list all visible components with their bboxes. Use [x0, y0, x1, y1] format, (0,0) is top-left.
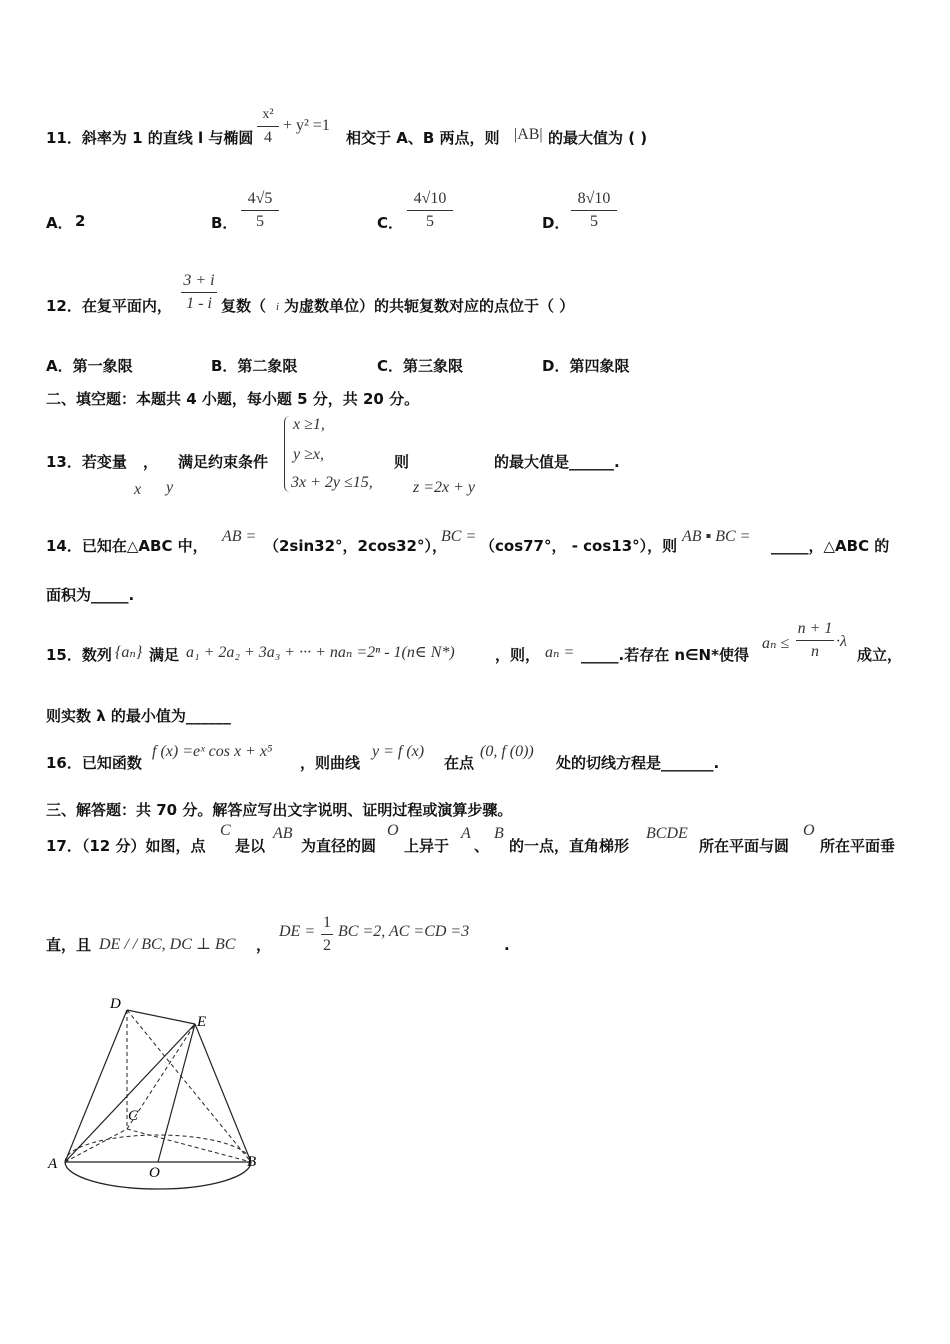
q15-an2: aₙ ≤ [762, 635, 790, 652]
q13-then: 则 [394, 453, 410, 471]
q15-fraction [796, 618, 834, 663]
q17-t5: 的一点，直角梯形 [509, 837, 630, 855]
label-d: D [110, 996, 121, 1012]
q13-mid: 满足约束条件 [178, 453, 269, 471]
q16-prefix: 16．已知函数 [46, 754, 142, 772]
q13-constraint-1: x ≥1, [293, 416, 325, 433]
q14-ab: AB = [222, 528, 257, 545]
q13-constraint-brace [284, 416, 291, 492]
q15-prefix: 15．数列 [46, 646, 112, 664]
label-o: O [149, 1165, 160, 1181]
q17-o: O [387, 822, 399, 839]
q17-t3: 上异于 [404, 837, 450, 855]
q11-option-d-label: D． [542, 214, 570, 232]
label-e: E [197, 1014, 207, 1030]
label-c: C [128, 1108, 139, 1124]
q16-at: 在点 [444, 754, 475, 772]
q17-t7: 所在平面垂 [820, 837, 896, 855]
q11-option-c-den: 5 [426, 213, 434, 230]
q17-line2-prefix: 直，且 [46, 936, 92, 954]
q17-o2: O [803, 822, 815, 839]
q17-geometry-figure [40, 990, 280, 1200]
q16-suffix: 处的切线方程是_______. [556, 754, 720, 772]
q11-option-b-fraction [241, 188, 279, 233]
q14-tail: _____，△ABC 的 [771, 537, 890, 555]
q15-sequence: {aₙ} [115, 644, 143, 661]
q11-option-c-fraction [407, 188, 453, 233]
q14-prefix: 14．已知在△ABC 中， [46, 537, 208, 555]
segment-ad [65, 1010, 127, 1162]
q13-prefix: 13．若变量 [46, 453, 127, 471]
q11-option-d-fraction [571, 188, 617, 233]
q17-eq-lhs: DE = [279, 923, 316, 940]
q13-constraint-3: 3x + 2y ≤15, [291, 474, 373, 491]
q12-suffix: 为虚数单位）的共轭复数对应的点位于（ ） [284, 297, 575, 315]
q17-eq-num: 1 [323, 914, 331, 931]
q17-comma: ， [256, 936, 272, 954]
q12-option-d: D．第四象限 [542, 357, 630, 375]
q11-ellipse-rest: + y² =1 [283, 117, 330, 134]
q15-mid: 满足 [149, 646, 180, 664]
q15-line2: 则实数 λ 的最小值为______ [46, 707, 231, 725]
q17-bcde: BCDE [646, 825, 688, 842]
q14-ab-value: （2sin32°，2cos32°）， [264, 537, 447, 555]
segment-eo [158, 1024, 195, 1162]
q11-ellipse-num: x² [262, 107, 274, 122]
q16-point: (0, f (0)) [480, 743, 534, 760]
q17-half-fraction [321, 912, 333, 957]
q11-option-a-label: A． [46, 214, 73, 232]
q11-option-c-label: C． [377, 214, 404, 232]
q12-option-b: B．第二象限 [211, 357, 298, 375]
q16-curve: y = f (x) [372, 743, 425, 760]
q17-t4: 、 [474, 837, 490, 855]
q17-t1: 是以 [235, 837, 266, 855]
q17-a: A [461, 825, 471, 842]
q17-t2: 为直径的圆 [301, 837, 377, 855]
q13-comma: ， [143, 453, 159, 471]
q11-option-d-den: 5 [590, 213, 598, 230]
q14-bc: BC = [441, 528, 477, 545]
q17-eq-den: 2 [323, 937, 331, 954]
section-2-heading: 二、填空题：本题共 4 小题，每小题 5 分，共 20 分。 [46, 390, 420, 408]
q11-ellipse-fraction [257, 104, 279, 149]
q11-option-d-num: 8√10 [577, 190, 611, 207]
q11-option-b-label: B． [211, 214, 238, 232]
label-a: A [48, 1156, 58, 1172]
q16-function: f (x) =eˣ cos x + x⁵ [152, 743, 273, 760]
segment-eb [195, 1024, 251, 1162]
q12-option-a: A．第一象限 [46, 357, 133, 375]
q11-option-c-num: 4√10 [413, 190, 447, 207]
q12-frac-den: 1 - i [186, 295, 212, 312]
q15-then: ，则， [495, 646, 541, 664]
segment-ae [65, 1024, 195, 1162]
q13-var-y: y [166, 479, 174, 496]
q17-b: B [494, 825, 504, 842]
q13-var-x: x [134, 481, 142, 498]
q11-mid: 相交于 A、B 两点，则 [346, 129, 500, 147]
q15-lambda: ·λ [836, 633, 847, 650]
q15-frac-den: n [811, 643, 819, 660]
q13-objective: z =2x + y [413, 479, 476, 496]
label-b: B [247, 1154, 257, 1170]
q15-equation: a₁ + 2a₂ + 3a₃ + ··· + naₙ =2ⁿ - 1(n∈ N*) [186, 644, 455, 661]
q11-prefix: 11．斜率为 1 的直线 l 与椭圆 [46, 129, 254, 147]
q11-suffix: 的最大值为 ( ) [548, 129, 648, 147]
q11-abs: |AB| [514, 126, 543, 143]
circle-back-arc [65, 1135, 251, 1162]
q17-period: . [504, 936, 510, 954]
q13-suffix: 的最大值是______. [494, 453, 620, 471]
q11-option-b-den: 5 [256, 213, 264, 230]
q16-mid: ，则曲线 [300, 754, 361, 772]
q11-option-a-value: 2 [75, 212, 86, 230]
q15-blank: _____.若存在 n∈N*使得 [581, 646, 749, 664]
q12-middle: 复数（ [221, 297, 267, 315]
q12-option-c: C．第三象限 [377, 357, 464, 375]
q15-an: aₙ = [545, 644, 575, 661]
q17-condition: DE / / BC, DC ⊥ BC [99, 936, 236, 953]
q12-prefix: 12．在复平面内， [46, 297, 172, 315]
section-3-heading: 三、解答题：共 70 分。解答应写出文字说明、证明过程或演算步骤。 [46, 801, 513, 819]
q15-suffix: 成立， [857, 646, 903, 664]
segment-ac [65, 1129, 127, 1162]
q17-t6: 所在平面与圆 [699, 837, 790, 855]
q14-dot-product: AB ▪ BC = [682, 528, 751, 545]
q11-option-b-num: 4√5 [247, 190, 273, 207]
q15-frac-num: n + 1 [797, 620, 833, 637]
q12-small-i: i [276, 301, 280, 313]
q11-ellipse-den: 4 [264, 129, 272, 146]
q17-prefix: 17．（12 分）如图，点 [46, 837, 206, 855]
q17-eq-rhs: BC =2, AC =CD =3 [338, 923, 470, 940]
q13-constraint-2: y ≥x, [293, 446, 324, 463]
q17-c: C [220, 822, 231, 839]
q17-ab: AB [273, 825, 293, 842]
q14-line2: 面积为_____. [46, 586, 135, 604]
q14-bc-value: （cos77°， - cos13°），则 [480, 537, 678, 555]
q12-fraction [181, 270, 217, 315]
q12-frac-num: 3 + i [183, 272, 215, 289]
